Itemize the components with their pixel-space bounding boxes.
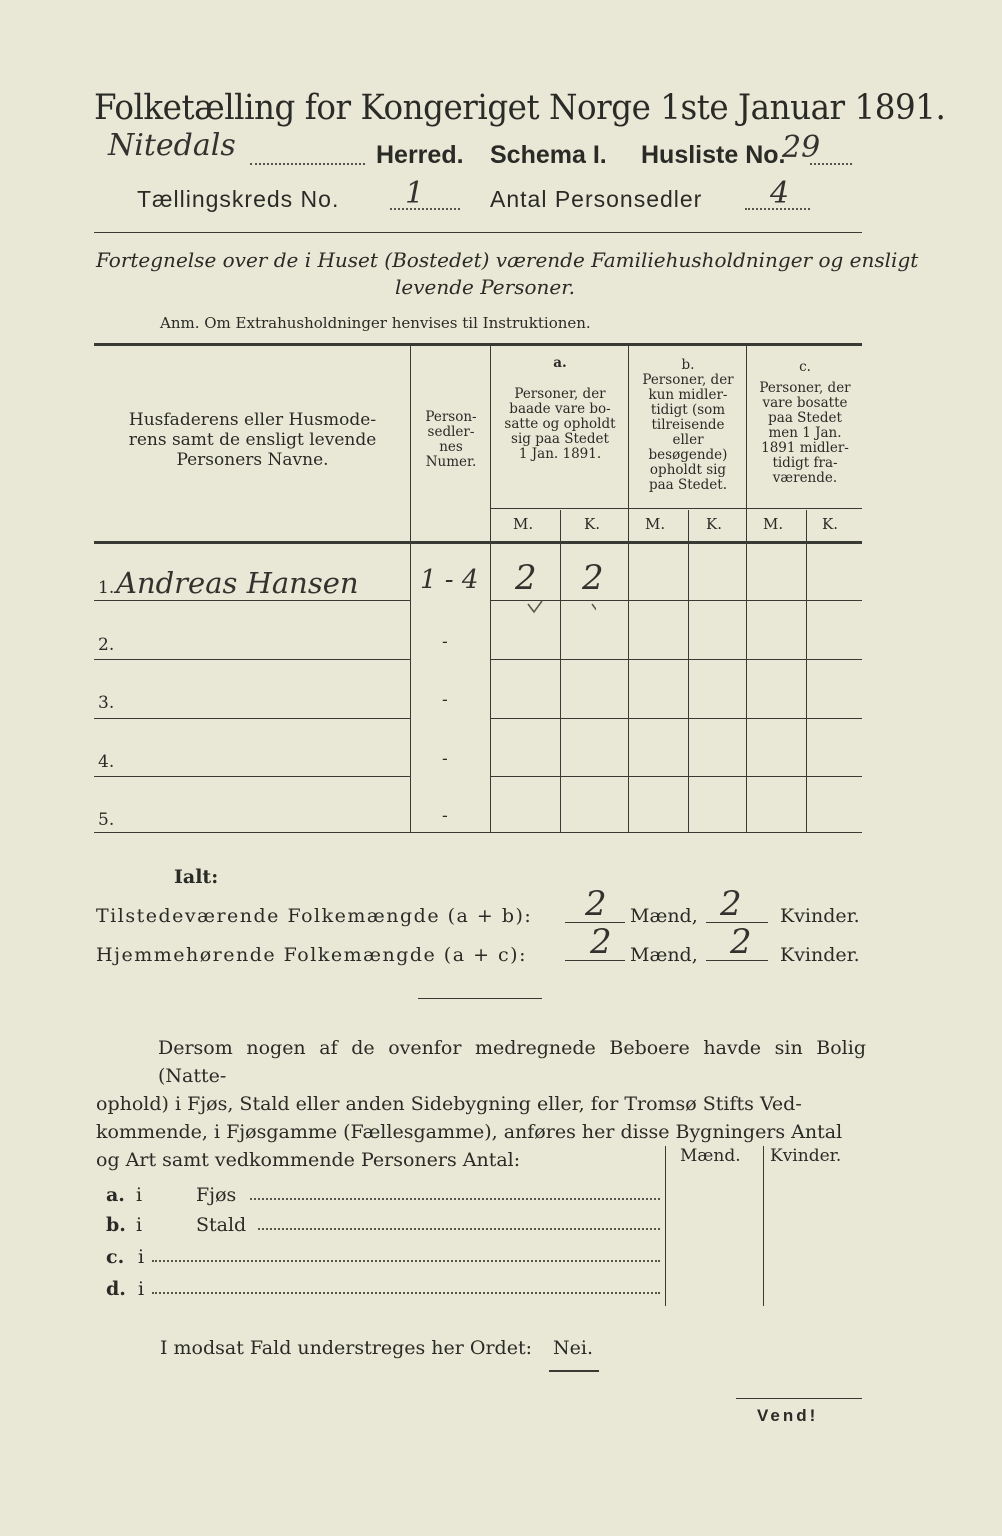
- kvinder-label: Kvinder.: [780, 944, 860, 966]
- building-letter: c.: [106, 1246, 125, 1268]
- row-line: [94, 776, 410, 777]
- separator: [736, 1398, 862, 1399]
- row-line: [94, 718, 410, 719]
- buildings-paragraph: Dersom nogen af de ovenfor medregnede Beboere havde sin Bolig (Natte- ophold) i Fjøs, Stald eller anden Sidebygning eller, for Tromsø Stifts Ved- kommende, i Fjøsgamme (Fællesgamme), anføres her disse Bygningers Antal og Art samt vedkommende Personers Antal:: [96, 1037, 866, 1171]
- hjemme-kvinder-value: 2: [730, 922, 752, 962]
- k-label: K.: [706, 515, 722, 533]
- row-line: [490, 776, 862, 777]
- m-label: M.: [763, 515, 784, 533]
- column-divider: [806, 510, 807, 833]
- column-divider: [410, 343, 411, 833]
- intro-line-2: levende Personer.: [395, 275, 575, 299]
- nei-underline: [549, 1370, 599, 1372]
- header-column-b: b. Personer, der kun midler- tidigt (som tilreisende eller besøgende) opholdt sig paa Stedet.: [642, 357, 734, 493]
- buildings-kvinder-header: Kvinder.: [770, 1146, 842, 1166]
- row-person-number: -: [442, 749, 448, 769]
- dotted-leader: [152, 1260, 660, 1262]
- column-divider: [746, 343, 747, 833]
- dotted-leader: [250, 1198, 660, 1200]
- column-divider: [560, 510, 561, 833]
- kvinder-label: Kvinder.: [780, 905, 860, 927]
- herred-label: Herred.: [376, 141, 464, 169]
- column-divider: [628, 343, 629, 833]
- row-number: 3.: [98, 693, 115, 713]
- row-person-number: -: [442, 806, 448, 826]
- antal-value: 4: [770, 176, 790, 211]
- fill-line: [565, 960, 625, 961]
- building-label: Fjøs: [196, 1184, 237, 1206]
- separator: [94, 232, 862, 233]
- header-number-column: Person- sedler- nes Numer.: [425, 409, 477, 470]
- dotted-leader: [250, 163, 365, 165]
- m-label: M.: [645, 515, 666, 533]
- building-prep: i: [136, 1184, 143, 1206]
- m-label: M.: [513, 515, 534, 533]
- row-number: 4.: [98, 752, 115, 772]
- form-title: Folketælling for Kongeriget Norge 1ste Januar 1891.: [94, 88, 946, 128]
- modsat-text: I modsat Fald understreges her Ordet:: [160, 1337, 532, 1359]
- ialt-label: Ialt:: [174, 866, 219, 888]
- kreds-value: 1: [405, 176, 425, 211]
- tilstede-kvinder-value: 2: [720, 884, 742, 924]
- dotted-leader: [152, 1292, 660, 1294]
- dotted-leader: [258, 1228, 660, 1230]
- check-marks: [526, 598, 596, 618]
- dotted-leader: [745, 208, 810, 210]
- k-label: K.: [822, 515, 838, 533]
- intro-line-1: Fortegnelse over de i Huset (Bostedet) værende Familiehusholdninger og ensligt: [96, 248, 919, 272]
- nei-word: Nei.: [553, 1337, 593, 1359]
- row-number: 1.: [98, 578, 115, 598]
- row-number: 5.: [98, 810, 115, 830]
- antal-label: Antal Personsedler: [490, 186, 703, 212]
- fill-line: [706, 960, 768, 961]
- building-letter: a.: [106, 1184, 125, 1206]
- k-label: K.: [584, 515, 600, 533]
- hjemme-maend-value: 2: [590, 922, 612, 962]
- husliste-value: 29: [782, 130, 821, 165]
- row-a-m: 2: [515, 558, 537, 598]
- tilstede-maend-value: 2: [585, 884, 607, 924]
- row-line: [490, 659, 862, 660]
- tilstede-label: Tilstedeværende Folkemængde (a + b):: [96, 905, 533, 927]
- row-person-number: -: [442, 632, 448, 652]
- vend-label: Vend!: [757, 1406, 819, 1425]
- row-number: 2.: [98, 635, 115, 655]
- column-divider: [763, 1146, 764, 1306]
- row-line: [490, 718, 862, 719]
- row-line: [94, 600, 410, 601]
- maend-label: Mænd,: [630, 944, 698, 966]
- row-person-number: -: [442, 690, 448, 710]
- header-column-a: a. Personer, der baade vare bo- satte og opholdt sig paa Stedet 1 Jan. 1891.: [504, 355, 616, 462]
- building-prep: i: [138, 1246, 145, 1268]
- building-prep: i: [136, 1214, 143, 1236]
- row-line: [94, 659, 410, 660]
- schema-label: Schema I.: [490, 141, 607, 169]
- column-divider: [665, 1146, 666, 1306]
- row-name: Andreas Hansen: [116, 566, 359, 600]
- column-divider: [490, 343, 491, 833]
- separator: [418, 998, 542, 999]
- kreds-label: Tællingskreds No.: [137, 186, 340, 212]
- dotted-leader: [390, 208, 460, 210]
- row-person-number: 1 - 4: [420, 565, 479, 595]
- building-prep: i: [138, 1278, 145, 1300]
- mk-header-line: [490, 508, 862, 509]
- husliste-label: Husliste No.: [641, 141, 786, 169]
- anm-note: Anm. Om Extrahusholdninger henvises til Instruktionen.: [160, 314, 591, 332]
- buildings-maend-header: Mænd.: [680, 1146, 741, 1166]
- hjemme-label: Hjemmehørende Folkemængde (a + c):: [96, 944, 527, 966]
- header-column-c: c. Personer, der vare bosatte paa Stedet men 1 Jan. 1891 midler- tidigt fra- værende.: [759, 359, 851, 486]
- herred-value: Nitedals: [108, 128, 236, 163]
- maend-label: Mænd,: [630, 905, 698, 927]
- building-letter: d.: [106, 1278, 126, 1300]
- building-label: Stald: [196, 1214, 247, 1236]
- dotted-leader: [810, 163, 852, 165]
- header-name-column: Husfaderens eller Husmode- rens samt de ensligt levende Personers Navne.: [128, 410, 377, 470]
- column-divider: [688, 510, 689, 833]
- row-a-k: 2: [582, 558, 604, 598]
- table-bottom-border: [94, 832, 862, 833]
- building-letter: b.: [106, 1214, 126, 1236]
